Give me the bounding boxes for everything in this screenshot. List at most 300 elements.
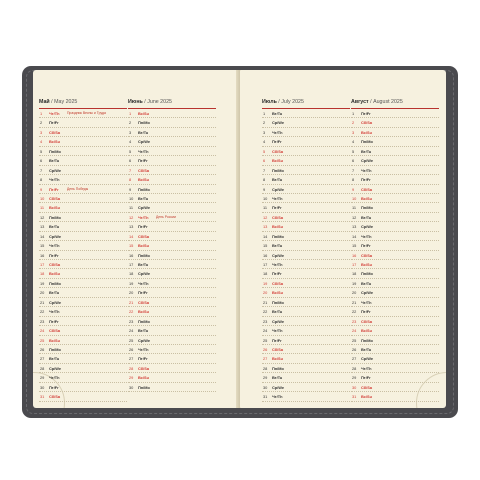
day-number: 13	[129, 224, 134, 230]
day-number: 30	[263, 384, 268, 390]
day-number: 28	[129, 365, 134, 371]
day-row	[262, 354, 350, 363]
day-row	[128, 336, 216, 345]
day-row	[128, 260, 216, 269]
day-number: 23	[263, 318, 268, 324]
day-number: 24	[263, 328, 268, 334]
weekday-label: Пн/Mo	[138, 384, 150, 390]
day-row	[351, 241, 439, 250]
weekday-label: Вт/Tu	[49, 290, 60, 296]
weekday-label: Вс/Su	[49, 337, 61, 343]
weekday-label: Пн/Mo	[361, 271, 373, 277]
day-number: 11	[129, 205, 134, 211]
day-number: 27	[40, 356, 45, 362]
day-row	[262, 156, 350, 165]
day-number: 4	[263, 139, 266, 145]
weekday-label: Пн/Mo	[49, 280, 61, 286]
weekday-label: Ср/We	[49, 365, 62, 371]
day-row	[128, 241, 216, 250]
weekday-label: Вт/Tu	[138, 195, 149, 201]
day-number: 9	[263, 186, 266, 192]
weekday-label: Сб/Sa	[361, 120, 373, 126]
month-name: Май	[39, 99, 50, 105]
day-number: 6	[40, 158, 43, 164]
month-august	[351, 98, 439, 402]
weekday-label: Пн/Mo	[272, 167, 284, 173]
day-row	[128, 109, 216, 118]
day-number: 29	[129, 375, 134, 381]
weekday-label: Чт/Th	[49, 177, 60, 183]
weekday-label: Пн/Mo	[49, 148, 61, 154]
day-row	[128, 213, 216, 222]
day-row	[351, 392, 439, 401]
day-row	[128, 326, 216, 335]
weekday-label: Чт/Th	[138, 280, 149, 286]
day-number: 16	[40, 252, 45, 258]
day-number: 1	[263, 111, 266, 116]
weekday-label: Чт/Th	[361, 233, 372, 239]
day-number: 8	[263, 177, 266, 183]
day-row	[351, 279, 439, 288]
day-row	[262, 251, 350, 260]
weekday-label: Чт/Th	[272, 394, 283, 400]
day-number: 6	[352, 158, 355, 164]
weekday-label: Вт/Tu	[138, 129, 149, 135]
day-number: 21	[263, 299, 268, 305]
day-row	[262, 109, 350, 118]
day-row	[351, 326, 439, 335]
day-row	[351, 166, 439, 175]
day-row	[351, 345, 439, 354]
month-name-english: August 2025	[373, 99, 403, 105]
month-name-english: June 2025	[147, 99, 172, 105]
day-number: 18	[40, 271, 45, 277]
day-number: 1	[352, 111, 355, 116]
weekday-label: Пн/Mo	[138, 252, 150, 258]
day-number: 26	[263, 346, 268, 352]
day-row	[128, 269, 216, 278]
weekday-label: Ср/We	[138, 139, 151, 145]
day-row	[39, 175, 127, 184]
weekday-label: Ср/We	[272, 318, 285, 324]
weekday-label: Сб/Sa	[138, 299, 150, 305]
weekday-label: Вт/Tu	[272, 309, 283, 315]
day-row	[128, 128, 216, 137]
weekday-label: Пн/Mo	[138, 120, 150, 126]
day-number: 4	[40, 139, 43, 145]
weekday-label: Пт/Fr	[49, 120, 59, 126]
day-row	[351, 260, 439, 269]
weekday-label: Чт/Th	[361, 365, 372, 371]
day-number: 31	[40, 394, 45, 400]
weekday-label: Чт/Th	[272, 262, 283, 267]
weekday-label: Сб/Sa	[49, 195, 61, 201]
weekday-label: Пт/Fr	[49, 186, 59, 192]
day-row	[351, 185, 439, 194]
weekday-label: Вс/Su	[361, 262, 373, 267]
month-header: Май / May 2025	[39, 98, 127, 109]
weekday-label: Пт/Fr	[272, 139, 282, 145]
month-july	[262, 98, 350, 402]
day-row	[128, 279, 216, 288]
day-row	[39, 354, 127, 363]
weekday-label: Вт/Tu	[272, 111, 283, 116]
weekday-label: Чт/Th	[138, 148, 149, 154]
day-number: 27	[129, 356, 134, 362]
weekday-label: Вт/Tu	[138, 262, 149, 267]
left-page	[33, 70, 239, 408]
day-row	[262, 383, 350, 392]
weekday-label: Вт/Tu	[272, 375, 283, 381]
holiday-label: Праздник Весны и Труда	[67, 111, 106, 115]
day-number: 3	[129, 129, 132, 135]
weekday-label: Чт/Th	[49, 243, 60, 249]
month-may	[39, 98, 127, 402]
day-number: 25	[40, 337, 45, 343]
weekday-label: Пт/Fr	[49, 384, 59, 390]
weekday-label: Пт/Fr	[138, 290, 148, 296]
day-row	[262, 288, 350, 297]
day-number: 14	[352, 233, 357, 239]
weekday-label: Вс/Su	[138, 177, 150, 183]
day-row	[39, 269, 127, 278]
day-row	[351, 137, 439, 146]
month-name-english: May 2025	[54, 99, 78, 105]
day-row	[351, 128, 439, 137]
weekday-label: Ср/We	[138, 205, 151, 211]
weekday-label: Сб/Sa	[49, 262, 61, 267]
weekday-label: Чт/Th	[272, 328, 283, 334]
day-row	[262, 147, 350, 156]
day-row	[39, 364, 127, 373]
day-number: 7	[263, 167, 266, 173]
day-number: 17	[129, 262, 134, 267]
day-row	[262, 118, 350, 127]
weekday-label: Вт/Tu	[49, 224, 60, 230]
day-number: 14	[129, 233, 134, 239]
weekday-label: Пн/Mo	[138, 318, 150, 324]
day-number: 8	[40, 177, 43, 183]
day-number: 28	[352, 365, 357, 371]
day-row	[39, 128, 127, 137]
day-number: 12	[263, 214, 268, 220]
day-number: 21	[352, 299, 357, 305]
day-row	[128, 222, 216, 231]
weekday-label: Ср/We	[272, 186, 285, 192]
weekday-label: Ср/We	[361, 356, 374, 362]
day-row	[262, 175, 350, 184]
day-number: 22	[352, 309, 357, 315]
day-number: 12	[352, 214, 357, 220]
day-number: 3	[40, 129, 43, 135]
day-row	[351, 232, 439, 241]
day-row	[128, 156, 216, 165]
day-row	[128, 137, 216, 146]
day-number: 29	[352, 375, 357, 381]
weekday-label: Ср/We	[138, 337, 151, 343]
day-row	[128, 166, 216, 175]
weekday-label: Вс/Su	[361, 195, 373, 201]
day-row	[262, 392, 350, 401]
weekday-label: Пн/Mo	[49, 214, 61, 220]
day-number: 15	[352, 243, 357, 249]
day-number: 7	[129, 167, 132, 173]
day-number: 20	[129, 290, 134, 296]
weekday-label: Пт/Fr	[361, 177, 371, 183]
day-number: 19	[40, 280, 45, 286]
weekday-label: Чт/Th	[272, 195, 283, 201]
day-number: 15	[129, 243, 134, 249]
weekday-label: Пн/Mo	[272, 365, 284, 371]
weekday-label: Ср/We	[361, 290, 374, 296]
day-row	[262, 373, 350, 382]
day-number: 18	[129, 271, 134, 277]
day-number: 8	[352, 177, 355, 183]
day-row	[351, 222, 439, 231]
day-number: 27	[352, 356, 357, 362]
day-number: 30	[129, 384, 134, 390]
day-row	[351, 383, 439, 392]
day-number: 15	[263, 243, 268, 249]
day-row	[39, 336, 127, 345]
day-row	[351, 317, 439, 326]
weekday-label: Вт/Tu	[138, 328, 149, 334]
weekday-label: Ср/We	[272, 252, 285, 258]
weekday-label: Сб/Sa	[138, 365, 150, 371]
day-number: 17	[352, 262, 357, 267]
weekday-label: Вт/Tu	[361, 214, 372, 220]
day-row	[262, 260, 350, 269]
weekday-label: Вс/Su	[138, 375, 150, 381]
day-number: 3	[352, 129, 355, 135]
weekday-label: Пн/Mo	[361, 139, 373, 145]
day-number: 10	[263, 195, 268, 201]
weekday-label: Сб/Sa	[138, 233, 150, 239]
day-row	[262, 307, 350, 316]
weekday-label: Пн/Mo	[361, 337, 373, 343]
day-number: 26	[352, 346, 357, 352]
weekday-label: Ср/We	[272, 384, 285, 390]
weekday-label: Вс/Su	[272, 158, 284, 164]
day-number: 4	[129, 139, 132, 145]
month-name-english: July 2025	[281, 99, 304, 105]
day-number: 13	[352, 224, 357, 230]
weekday-label: Чт/Th	[272, 129, 283, 135]
day-number: 28	[263, 365, 268, 371]
day-number: 17	[263, 262, 268, 267]
day-number: 28	[40, 365, 45, 371]
day-number: 5	[263, 148, 266, 154]
weekday-label: Пн/Mo	[138, 186, 150, 192]
weekday-label: Сб/Sa	[138, 167, 150, 173]
day-row	[39, 373, 127, 382]
day-number: 5	[40, 148, 43, 154]
day-number: 7	[352, 167, 355, 173]
day-number: 17	[40, 262, 45, 267]
day-number: 15	[40, 243, 45, 249]
day-number: 23	[40, 318, 45, 324]
day-row	[262, 279, 350, 288]
day-number: 13	[40, 224, 45, 230]
day-row	[351, 194, 439, 203]
day-row	[262, 345, 350, 354]
day-number: 7	[40, 167, 43, 173]
weekday-label: Сб/Sa	[272, 346, 284, 352]
weekday-label: Пн/Mo	[361, 205, 373, 211]
weekday-label: Вс/Su	[272, 290, 284, 296]
weekday-label: Сб/Sa	[361, 186, 373, 192]
day-row	[128, 185, 216, 194]
day-number: 11	[40, 205, 45, 211]
weekday-label: Вт/Tu	[361, 148, 372, 154]
day-number: 2	[129, 120, 132, 126]
weekday-label: Пн/Mo	[272, 233, 284, 239]
day-row	[39, 383, 127, 392]
day-row	[39, 279, 127, 288]
day-row	[39, 326, 127, 335]
weekday-label: Сб/Sa	[361, 252, 373, 258]
day-row	[351, 354, 439, 363]
day-row	[351, 147, 439, 156]
day-number: 20	[263, 290, 268, 296]
weekday-label: Сб/Sa	[272, 148, 284, 154]
weekday-label: Ср/We	[49, 299, 62, 305]
day-number: 1	[40, 111, 43, 116]
day-row	[262, 269, 350, 278]
weekday-label: Ср/We	[272, 120, 285, 126]
day-number: 31	[352, 394, 357, 400]
day-number: 2	[352, 120, 355, 126]
day-number: 31	[263, 394, 268, 400]
day-number: 23	[352, 318, 357, 324]
day-row	[351, 213, 439, 222]
weekday-label: Вт/Tu	[272, 243, 283, 249]
day-row	[262, 137, 350, 146]
day-row	[128, 194, 216, 203]
weekday-label: Пт/Fr	[272, 337, 282, 343]
day-row	[128, 383, 216, 392]
weekday-label: Ср/We	[361, 158, 374, 164]
day-number: 21	[40, 299, 45, 305]
day-number: 29	[40, 375, 45, 381]
day-number: 24	[352, 328, 357, 334]
weekday-label: Ср/We	[49, 233, 62, 239]
day-number: 10	[352, 195, 357, 201]
day-row	[262, 213, 350, 222]
day-number: 6	[129, 158, 132, 164]
weekday-label: Вс/Su	[361, 129, 373, 135]
day-number: 13	[263, 224, 268, 230]
day-number: 12	[40, 214, 45, 220]
day-number: 30	[40, 384, 45, 390]
weekday-label: Вт/Tu	[361, 346, 372, 352]
day-row	[351, 307, 439, 316]
day-row	[39, 288, 127, 297]
day-number: 22	[263, 309, 268, 315]
weekday-label: Пт/Fr	[361, 243, 371, 249]
day-row	[262, 241, 350, 250]
day-number: 16	[129, 252, 134, 258]
day-row	[128, 373, 216, 382]
day-number: 18	[352, 271, 357, 277]
day-number: 11	[263, 205, 268, 211]
day-number: 19	[129, 280, 134, 286]
day-number: 29	[263, 375, 268, 381]
weekday-label: Вс/Su	[361, 394, 373, 400]
weekday-label: Вс/Su	[49, 271, 61, 277]
day-row	[39, 298, 127, 307]
weekday-label: Чт/Th	[138, 346, 149, 352]
day-number: 26	[40, 346, 45, 352]
day-row	[262, 222, 350, 231]
month-name: Июнь	[128, 99, 143, 105]
day-number: 9	[40, 186, 43, 192]
month-header: Август / August 2025	[351, 98, 439, 109]
day-row	[39, 203, 127, 212]
weekday-label: Сб/Sa	[361, 318, 373, 324]
day-number: 20	[40, 290, 45, 296]
day-number: 25	[129, 337, 134, 343]
day-row	[128, 354, 216, 363]
day-number: 3	[263, 129, 266, 135]
weekday-label: Вт/Tu	[361, 280, 372, 286]
weekday-label: Ср/We	[49, 167, 62, 173]
weekday-label: Вс/Su	[138, 111, 150, 116]
weekday-label: Сб/Sa	[361, 384, 373, 390]
day-row	[39, 109, 127, 118]
day-row	[351, 175, 439, 184]
weekday-label: Сб/Sa	[272, 214, 284, 220]
day-number: 1	[129, 111, 132, 116]
day-number: 14	[263, 233, 268, 239]
month-header: Июнь / June 2025	[128, 98, 216, 109]
day-number: 4	[352, 139, 355, 145]
day-row	[351, 156, 439, 165]
day-row	[128, 203, 216, 212]
holiday-label: День России	[156, 214, 176, 219]
month-name: Август	[351, 99, 369, 105]
day-row	[39, 156, 127, 165]
day-row	[39, 118, 127, 127]
day-row	[128, 147, 216, 156]
weekday-label: Вт/Tu	[49, 356, 60, 362]
weekday-label: Пт/Fr	[138, 224, 148, 230]
weekday-label: Вс/Su	[49, 205, 61, 211]
day-row	[351, 336, 439, 345]
day-number: 10	[40, 195, 45, 201]
weekday-label: Пт/Fr	[138, 356, 148, 362]
day-number: 22	[40, 309, 45, 315]
weekday-label: Пн/Mo	[49, 346, 61, 352]
day-row	[128, 232, 216, 241]
day-row	[128, 118, 216, 127]
month-june	[128, 98, 216, 392]
day-row	[351, 373, 439, 382]
day-row	[128, 175, 216, 184]
weekday-label: Вс/Su	[138, 243, 150, 249]
weekday-label: Пт/Fr	[138, 158, 148, 164]
day-number: 5	[352, 148, 355, 154]
day-number: 9	[129, 186, 132, 192]
day-number: 25	[352, 337, 357, 343]
day-number: 25	[263, 337, 268, 343]
day-row	[39, 317, 127, 326]
day-row	[128, 251, 216, 260]
holiday-label: День Победы	[67, 186, 89, 191]
day-row	[128, 317, 216, 326]
weekday-label: Вс/Su	[138, 309, 150, 315]
weekday-label: Пт/Fr	[49, 318, 59, 324]
